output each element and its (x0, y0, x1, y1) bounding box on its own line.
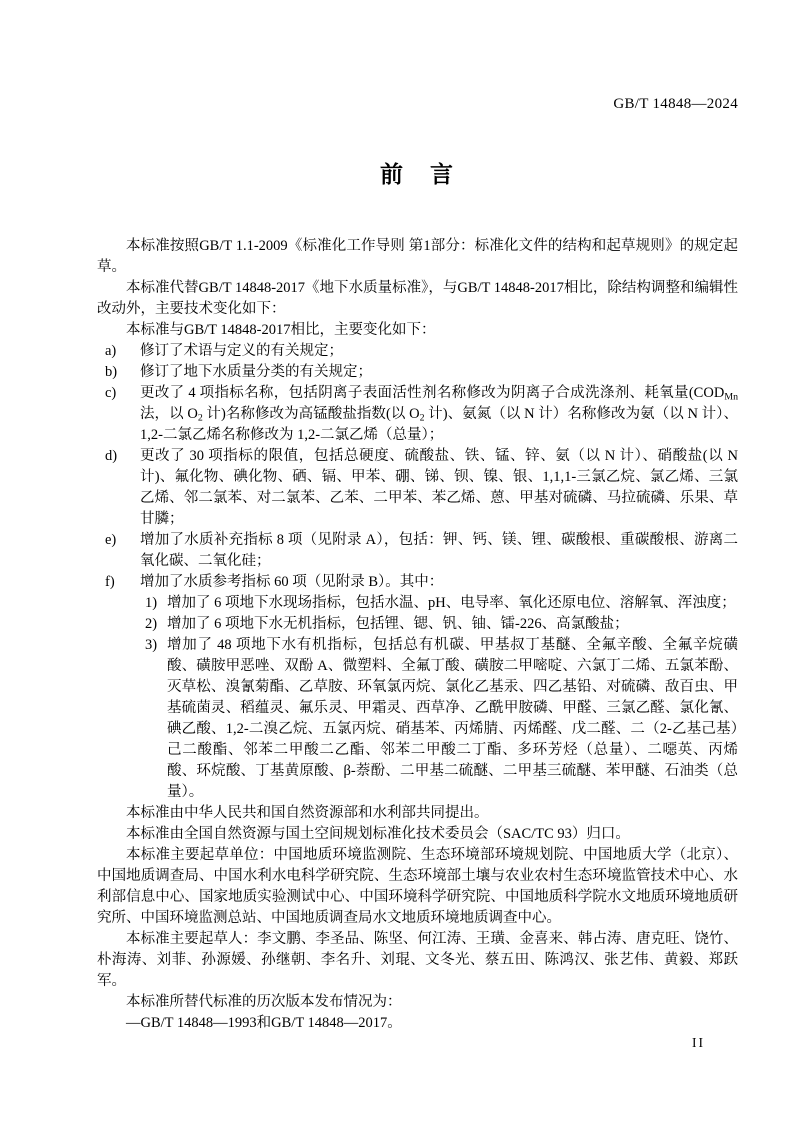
list-item-text: 修订了术语与定义的有关规定； (140, 343, 343, 359)
sub-item-text: 增加了 48 项地下水有机指标，包括总有机碳、甲基叔丁基醚、全氟辛酸、全氟辛烷磺酸、磺胺甲恶唑、双酚 A、微塑料、全氟丁酸、磺胺二甲嘧啶、六氯丁二烯、五氯苯酚、灭草松、溴氰菊酯、乙草胺、环氧氯丙烷、氯化乙基汞、四乙基铅、对硫磷、敌百虫、甲基硫菌灵、稻蕴灵、氟乐灵、甲霜灵、西草净、乙酰甲胺磷、甲醛、三氯乙醛、氯化氰、碘乙酸、1,2-二溴乙烷、五氯丙烷、硝基苯、丙烯腈、丙烯醛、戊二醛、二（2-乙基己基）己二酸酯、邻苯二甲酸二乙酯、邻苯二甲酸二丁酯、多环芳烃（总量）、二噁英、丙烯酸、环烷酸、丁基黄原酸、β-萘酚、二甲基二硫醚、二甲基三硫醚、苯甲醚、石油类（总量）。 (167, 637, 738, 800)
page-title: 前 言 (380, 162, 455, 187)
sub-item-text: 增加了 6 项地下水现场指标，包括水温、pH、电导率、氧化还原电位、溶解氧、浑浊度； (167, 595, 736, 611)
list-item-label: d) (105, 448, 118, 464)
list-item-text: 增加了水质参考指标 60 项（见附录 B）。其中： (140, 574, 444, 590)
list-item-label: a) (105, 343, 117, 359)
change-item-c (97, 383, 738, 446)
sub-item-label: 2) (145, 616, 158, 632)
page-number: II (692, 1035, 705, 1050)
list-item-label: e) (105, 532, 117, 548)
closing-paragraph: 本标准由中华人民共和国自然资源部和水利部共同提出。 (126, 805, 489, 821)
list-item-text: 更改了 30 项指标的限值，包括总硬度、硫酸盐、铁、锰、锌、氨（以 N 计）、硝酸盐(以 N 计)、氟化物、碘化物、硒、镉、甲苯、硼、锑、钡、镍、银、1,1,1-三氯乙烷、氯乙烯、三氯乙烯、邻二氯苯、对二氯苯、乙苯、二甲苯、苯乙烯、蒽、甲基对硫磷、马拉硫磷、乐果、草甘膦； (140, 448, 738, 527)
list-item-text: 更改了 4 项指标名称，包括阴离子表面活性剂名称修改为阴离子合成洗涤剂、耗氧量($COD_{Mn}$ 法，以 $O_2$ 计)名称修改为高锰酸盐指数(以 $O_2$ 计)、氨氮（以 N 计）名称修改为氨（以 N 计）、1,2-二氯乙烯名称修改为 1,2-二氯乙烯（总量）； (140, 385, 738, 443)
closing-paragraph: 本标准主要起草人：李文鹏、李圣品、陈坚、何江涛、王璜、金喜来、韩占涛、唐克旺、饶竹、朴海涛、刘菲、孙源媛、孙继朝、李名升、刘琨、文冬光、蔡五田、陈鸿汉、张艺伟、黄毅、郑跃军。 (97, 931, 738, 989)
sub-item-text: 增加了 6 项地下水无机指标，包括锂、锶、钒、铀、镭-226、高氯酸盐； (167, 616, 629, 632)
closing-paragraph: 本标准主要起草单位：中国地质环境监测院、生态环境部环境规划院、中国地质大学（北京）、中国地质调查局、中国水利水电科学研究院、生态环境部土壤与农业农村生态环境监管技术中心、水利部信息中心、国家地质实验测试中心、中国环境科学研究院、中国地质科学院水文地质环境地质研究所、中国环境监测总站、中国地质调查局水文地质环境地质调查中心。 (97, 847, 738, 926)
sub-item-label: 3) (145, 637, 158, 653)
change-item-e (97, 530, 738, 572)
closing-paragraph: 本标准由全国自然资源与国土空间规划标准化技术委员会（SAC/TC 93）归口。 (126, 826, 630, 842)
intro-paragraph: 本标准代替GB/T 14848-2017《地下水质量标准》，与GB/T 14848-2017相比，除结构调整和编辑性改动外，主要技术变化如下： (97, 280, 738, 317)
list-item-label: c) (105, 385, 117, 401)
change-item-b (97, 362, 738, 383)
list-item-label: b) (105, 364, 118, 380)
list-item-text: 修订了地下水质量分类的有关规定； (140, 364, 372, 380)
change-item-f (97, 572, 738, 593)
closing-paragraph: 本标准所替代标准的历次版本发布情况为： (126, 994, 402, 1010)
change-subitem-1 (97, 593, 738, 614)
change-item-a (97, 341, 738, 362)
change-subitem-3 (97, 635, 738, 803)
change-item-d (97, 446, 738, 530)
standard-number: GB/T 14848—2024 (613, 96, 738, 112)
intro-paragraph: 本标准按照GB/T 1.1-2009《标准化工作导则 第1部分：标准化文件的结构和起草规则》的规定起草。 (97, 238, 738, 275)
sub-item-label: 1) (145, 595, 158, 611)
intro-paragraph: 本标准与GB/T 14848-2017相比，主要变化如下： (126, 322, 436, 338)
list-item-text: 增加了水质补充指标 8 项（见附录 A），包括：钾、钙、镁、锂、碳酸根、重碳酸根、游离二氧化碳、二氧化硅； (140, 532, 738, 569)
change-subitem-2 (97, 614, 738, 635)
foreword-content (97, 160, 738, 1034)
list-item-label: f) (105, 574, 115, 590)
history-line: —GB/T 14848—1993和GB/T 14848—2017。 (126, 1015, 402, 1031)
